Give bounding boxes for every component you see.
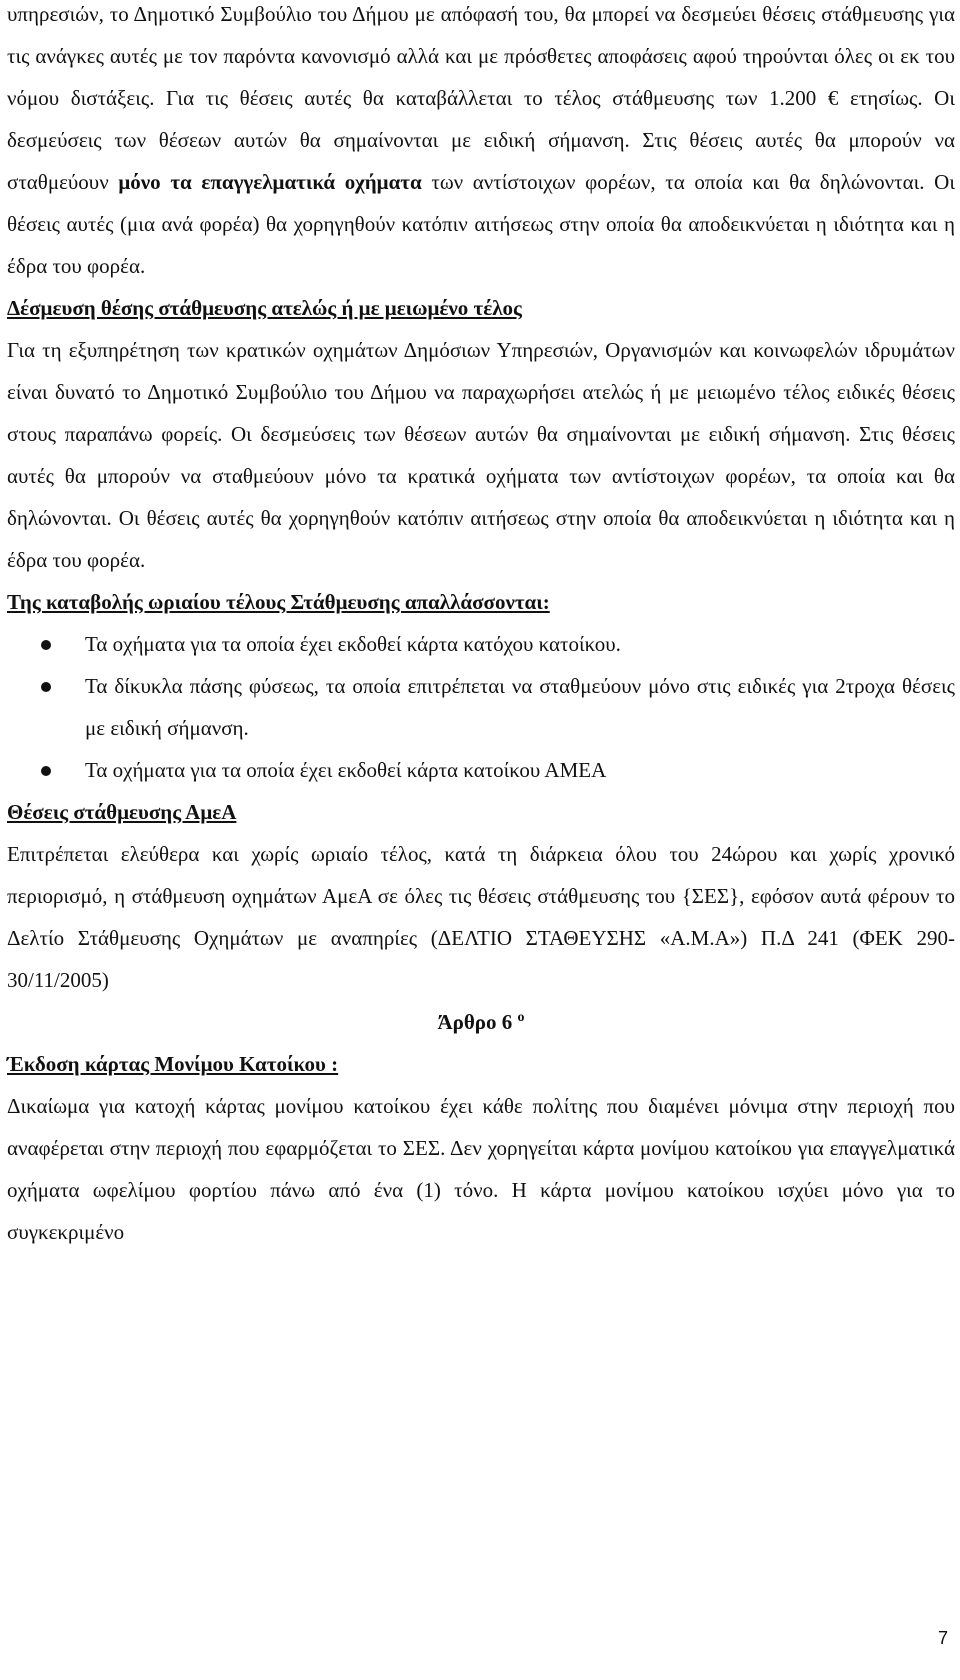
paragraph-disabled-parking: Επιτρέπεται ελεύθερα και χωρίς ωριαίο τέλος, κατά τη διάρκεια όλου του 24ώρου και χωρίς χρονικό περιορισμό, η στάθμευση οχημάτων ΑμεΑ σε όλες τις θέσεις στάθμευσης του {ΣΕΣ}, εφόσον αυτά φέρουν το Δελτίο Στάθμευσης Οχημάτων με αναπηρίες (ΔΕΛΤΙΟ ΣΤΑΘΕΥΣΗΣ «Α.Μ.Α») Π.Δ 241 (ΦΕΚ 290-30/11/2005) — [7, 842, 955, 992]
list-item: Τα δίκυκλα πάσης φύσεως, τα οποία επιτρέπεται να σταθμεύουν μόνο στις ειδικές για 2τροχα θέσεις με ειδική σήμανση. — [7, 665, 955, 749]
exemptions-list — [7, 623, 955, 791]
bold-emphasis: μόνο τα επαγγελματικά οχήματα — [118, 170, 422, 194]
article-superscript: ο — [517, 1010, 525, 1025]
article-title: Άρθρο 6 $^o$ — [437, 1010, 525, 1034]
bullet-icon — [41, 682, 51, 692]
heading-resident-card: Έκδοση κάρτας Μονίμου Κατοίκου : — [7, 1052, 339, 1076]
bullet-icon — [41, 766, 51, 776]
bullet-icon — [41, 640, 51, 650]
paragraph-text: υπηρεσιών, το Δημοτικό Συμβούλιο του Δήμου με απόφασή του, θα μπορεί να δεσμεύει θέσεις στάθμευσης για τις ανάγκες αυτές με τον παρόντα κανονισμό αλλά και με πρόσθετες αποφάσεις αφού τηρούνται όλες οι εκ του νόμου διστάξεις. Για τις θέσεις αυτές θα καταβάλλεται το τέλος στάθμευσης των 1.200 € ετησίως. Οι δεσμεύσεις των θέσεων αυτών θα σημαίνονται με ειδική σήμανση. Στις θέσεις αυτές θα μπορούν να σταθμεύουν — [7, 2, 955, 194]
paragraph-resident-card: Δικαίωμα για κατοχή κάρτας μονίμου κατοίκου έχει κάθε πολίτης που διαμένει μόνιμα στην περιοχή που αναφέρεται στην περιοχή που εφαρμόζεται το ΣΕΣ. Δεν χορηγείται κάρτα μονίμου κατοίκου για επαγγελματικά οχήματα ωφελίμου φορτίου πάνω από ένα (1) τόνο. Η κάρτα μονίμου κατοίκου ισχύει μόνο για το συγκεκριμένο — [7, 1094, 955, 1244]
list-item: Τα οχήματα για τα οποία έχει εκδοθεί κάρτα κατοίκου ΑΜΕΑ — [7, 749, 955, 791]
paragraph-reserved-spaces — [7, 0, 955, 287]
page-number: 7 — [937, 1628, 948, 1648]
heading-free-reduced-fee: Δέσμευση θέσης στάθμευσης ατελώς ή με μειωμένο τέλος — [7, 296, 522, 320]
document-page — [7, 0, 955, 1253]
paragraph-text: των αντίστοιχων φορέων, τα οποία και θα δηλώνονται. Οι θέσεις αυτές (μια ανά φορέα) θα χορηγηθούν κατόπιν αιτήσεως στην οποία θα αποδεικνύεται η ιδιότητα και η έδρα του φορέα. — [7, 170, 955, 278]
paragraph-state-vehicles: Για τη εξυπηρέτηση των κρατικών οχημάτων Δημόσιων Υπηρεσιών, Οργανισμών και κοινωφελών ιδρυμάτων είναι δυνατό το Δημοτικό Συμβούλιο του Δήμου να παραχωρήσει ατελώς ή με μειωμένο τέλος ειδικές θέσεις στους παραπάνω φορείς. Οι δεσμεύσεις των θέσεων αυτών θα σημαίνονται με ειδική σήμανση. Στις θέσεις αυτές θα μπορούν να σταθμεύουν μόνο τα κρατικά οχήματα των αντίστοιχων φορέων, τα οποία και θα δηλώνονται. Οι θέσεις αυτές θα χορηγηθούν κατόπιν αιτήσεως στην οποία θα αποδεικνύεται η ιδιότητα και η έδρα του φορέα. — [7, 338, 955, 572]
heading-disabled-parking: Θέσεις στάθμευσης ΑμεΑ — [7, 800, 237, 824]
list-item: Τα οχήματα για τα οποία έχει εκδοθεί κάρτα κατόχου κατοίκου. — [7, 623, 955, 665]
heading-fee-exemptions: Της καταβολής ωριαίου τέλους Στάθμευσης απαλλάσσονται: — [7, 590, 550, 614]
